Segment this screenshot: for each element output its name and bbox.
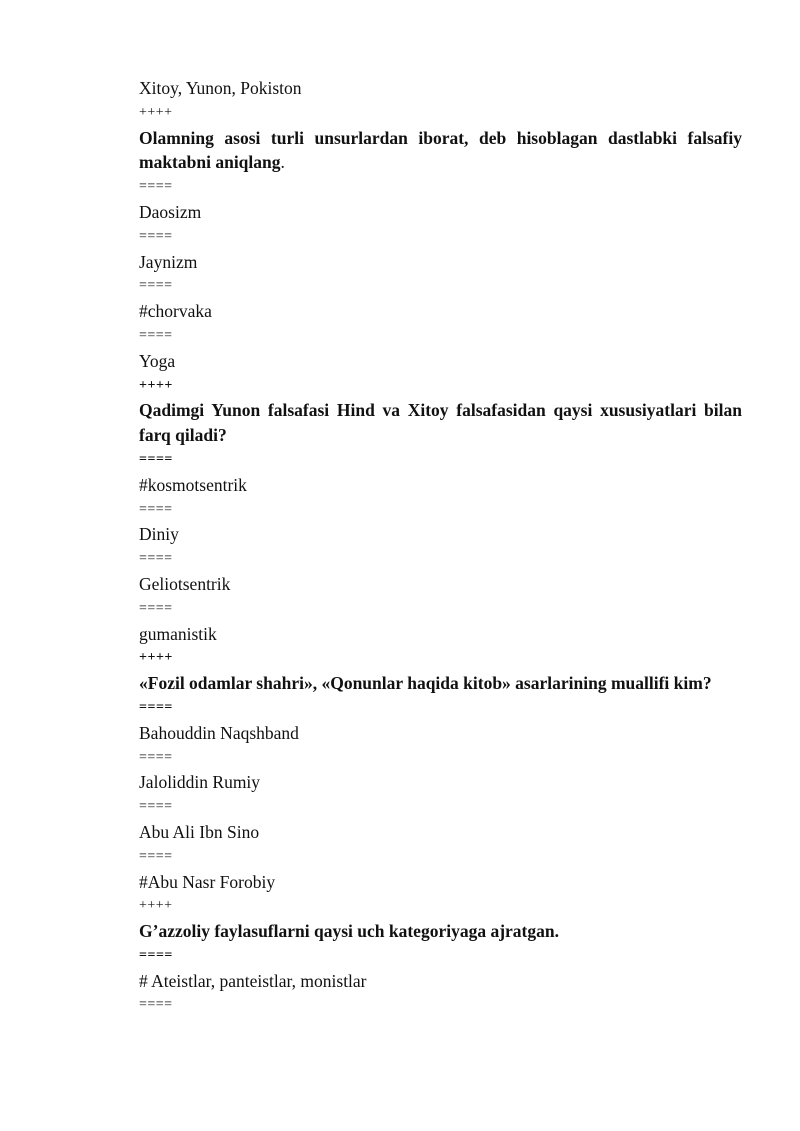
answer-option: Bahouddin Naqshband (139, 722, 299, 743)
answer-option: #chorvaka (139, 301, 212, 322)
question-body: «Fozil odamlar shahri», «Qonunlar haqida kitob» asarlarining muallifi kim? (139, 673, 712, 694)
answer-option: Xitoy, Yunon, Pokiston (139, 78, 302, 98)
answer-option: gumanistik (139, 623, 217, 644)
separator-line: ++++ (139, 377, 173, 393)
answer-option: Jaloliddin Rumiy (139, 772, 261, 793)
answer-option: Yoga (139, 350, 176, 371)
separator-line: ==== (139, 501, 173, 517)
separator-line: ==== (139, 228, 173, 244)
question-body: Olamning asosi turli unsurlardan iborat, deb hisoblagan dastlabki falsafiy maktabni aniqlang (139, 127, 742, 173)
question-text (139, 398, 742, 448)
question-text (139, 126, 742, 176)
question-text (139, 671, 742, 696)
answer-option: Geliotsentrik (139, 573, 231, 594)
answer-option: # Ateistlar, panteistlar, monistlar (139, 970, 367, 991)
separator-line: ==== (139, 799, 173, 815)
answer-option: Abu Ali Ibn Sino (139, 821, 260, 842)
separator-line: ==== (139, 551, 173, 567)
question-body: Qadimgi Yunon falsafasi Hind va Xitoy falsafasidan qaysi xususiyatlari bilan farq qiladi? (139, 400, 742, 446)
answer-option: #Abu Nasr Forobiy (139, 871, 276, 892)
answer-option: Jaynizm (139, 251, 198, 272)
separator-line: ==== (139, 179, 173, 195)
separator-line: ==== (139, 451, 173, 467)
separator-line: ==== (139, 749, 173, 765)
separator-line: ==== (139, 699, 173, 715)
separator-line: ==== (139, 278, 173, 294)
separator-line: ++++ (139, 104, 173, 120)
separator-line: ++++ (139, 898, 173, 914)
answer-option: #kosmotsentrik (139, 474, 247, 495)
separator-line: ++++ (139, 650, 173, 666)
separator-line: ==== (139, 848, 173, 864)
question-text (139, 919, 742, 944)
separator-line: ==== (139, 327, 173, 343)
separator-line: ==== (139, 997, 173, 1013)
document-page (139, 76, 742, 1018)
separator-line: ==== (139, 947, 173, 963)
separator-line: ==== (139, 600, 173, 616)
answer-option: Diniy (139, 524, 179, 545)
question-body: G’azzoliy faylasuflarni qaysi uch kategoriyaga ajratgan. (139, 921, 559, 942)
answer-option: Daosizm (139, 201, 202, 222)
question-tail: . (280, 152, 285, 173)
